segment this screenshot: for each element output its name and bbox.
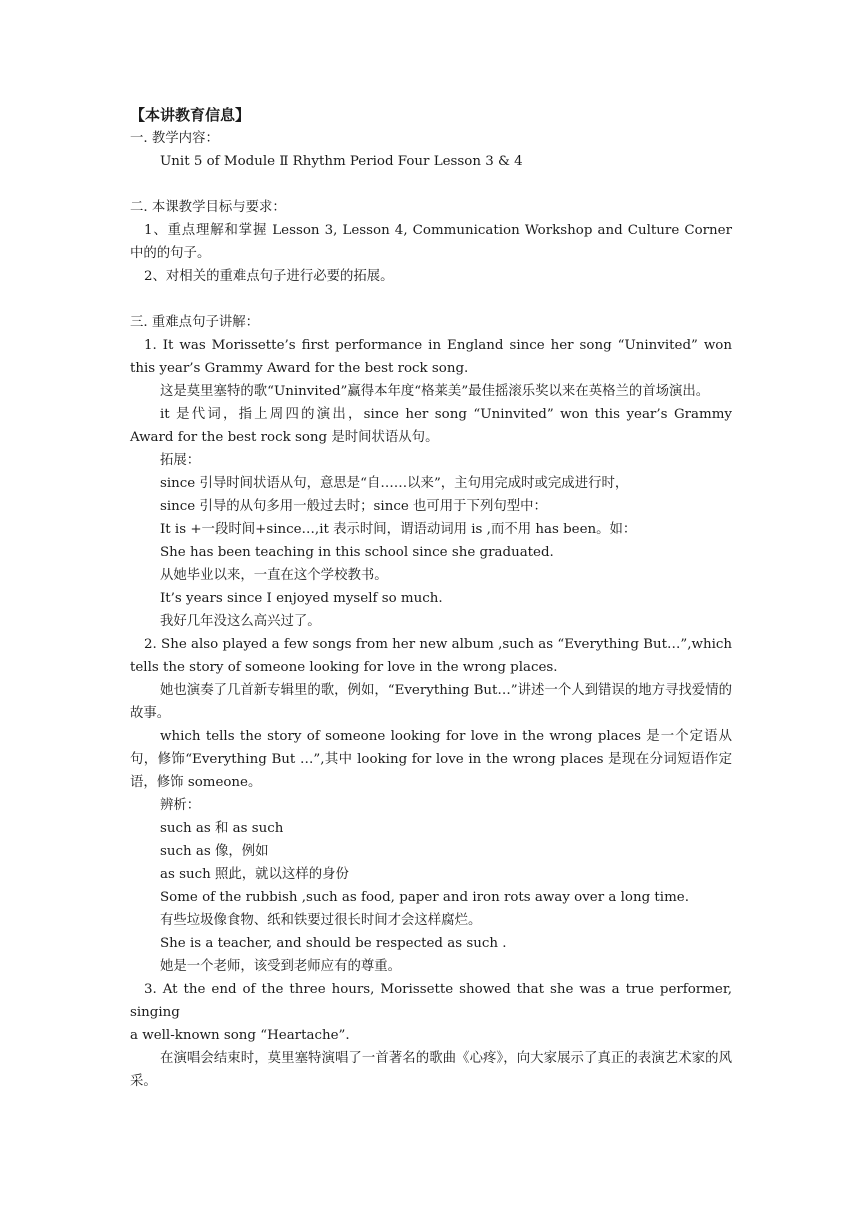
sentence-1-chinese: 这是莫里塞特的歌“Uninvited”赢得本年度“格莱美”最佳摇滚乐奖以来在英格兰的首场演出。 [160,384,710,399]
sentence-2-note: which tells the story of someone looking for love in the wrong places 是一个定语从句，修饰“Everything But …”,其中 looking for love in the wrong places 是现在分词短语作定语，修饰 someone。 [130,729,732,790]
sentence-1-english: 1. It was Morissette’s first performance in England since her song “Uninvited” won this year’s Grammy Award for the best rock song. [130,338,732,376]
section-2-heading: 二. 本课教学目标与要求： [130,200,286,215]
sentence-2-distinction-label: 辨析： [160,798,201,813]
sentence-2-english: 2. She also played a few songs from her new album ,such as “Everything But…”,which tells the story of someone looking for love in the wrong places. [130,637,732,675]
spacer [130,288,732,311]
section-2-item-1: 1、重点理解和掌握 Lesson 3, Lesson 4, Communication Workshop and Culture Corner 中的的句子。 [130,223,732,261]
sentence-2-chinese: 她也演奏了几首新专辑里的歌，例如，“Everything But…”讲述一个人到错误的地方寻找爱情的故事。 [130,683,732,721]
example-chinese: 有些垃圾像食物、纸和铁要过很长时间才会这样腐烂。 [160,913,482,928]
distinction-line: as such 照此，就以这样的身份 [160,867,349,882]
section-1-heading: 一. 教学内容： [130,131,219,146]
example-chinese: 从她毕业以来，一直在这个学校教书。 [160,568,388,583]
sentence-3-english-line-2: a well-known song “Heartache”. [130,1028,350,1043]
sentence-3-chinese: 在演唱会结束时，莫里塞特演唱了一首著名的歌曲《心疼》，向大家展示了真正的表演艺术家的风采。 [130,1051,732,1089]
example-chinese: 我好几年没这么高兴过了。 [160,614,321,629]
document-page [130,103,732,1093]
sentence-3-english-line-1: 3. At the end of the three hours, Morissette showed that she was a true performer, singing [130,982,732,1020]
example-english: She is a teacher, and should be respected as such . [160,936,507,951]
example-chinese: 她是一个老师，该受到老师应有的尊重。 [160,959,402,974]
example-english: She has been teaching in this school since she graduated. [160,545,554,560]
sentence-1-extension-line: since 引导的从句多用一般过去时；since 也可用于下列句型中： [160,499,547,514]
example-english: It’s years since I enjoyed myself so much. [160,591,443,606]
example-english: Some of the rubbish ,such as food, paper and iron rots away over a long time. [160,890,689,905]
sentence-1-extension-label: 拓展： [160,453,201,468]
section-1-content: Unit 5 of Module Ⅱ Rhythm Period Four Lesson 3 & 4 [160,154,523,169]
sentence-1-extension-line: It is +一段时间+since…,it 表示时间，谓语动词用 is ,而不用 has been。如： [160,522,637,537]
document-title: 【本讲教育信息】 [130,106,251,124]
sentence-1-note: it 是代词，指上周四的演出，since her song “Uninvited” won this year’s Grammy Award for the best rock song 是时间状语从句。 [130,407,732,445]
distinction-line: such as 和 as such [160,821,284,836]
distinction-line: such as 像，例如 [160,844,269,859]
section-2-item-2: 2、对相关的重难点句子进行必要的拓展。 [144,269,394,284]
sentence-1-extension-line: since 引导时间状语从句，意思是“自……以来”，主句用完成时或完成进行时， [160,476,629,491]
section-3-heading: 三. 重难点句子讲解： [130,315,260,330]
spacer [130,173,732,196]
